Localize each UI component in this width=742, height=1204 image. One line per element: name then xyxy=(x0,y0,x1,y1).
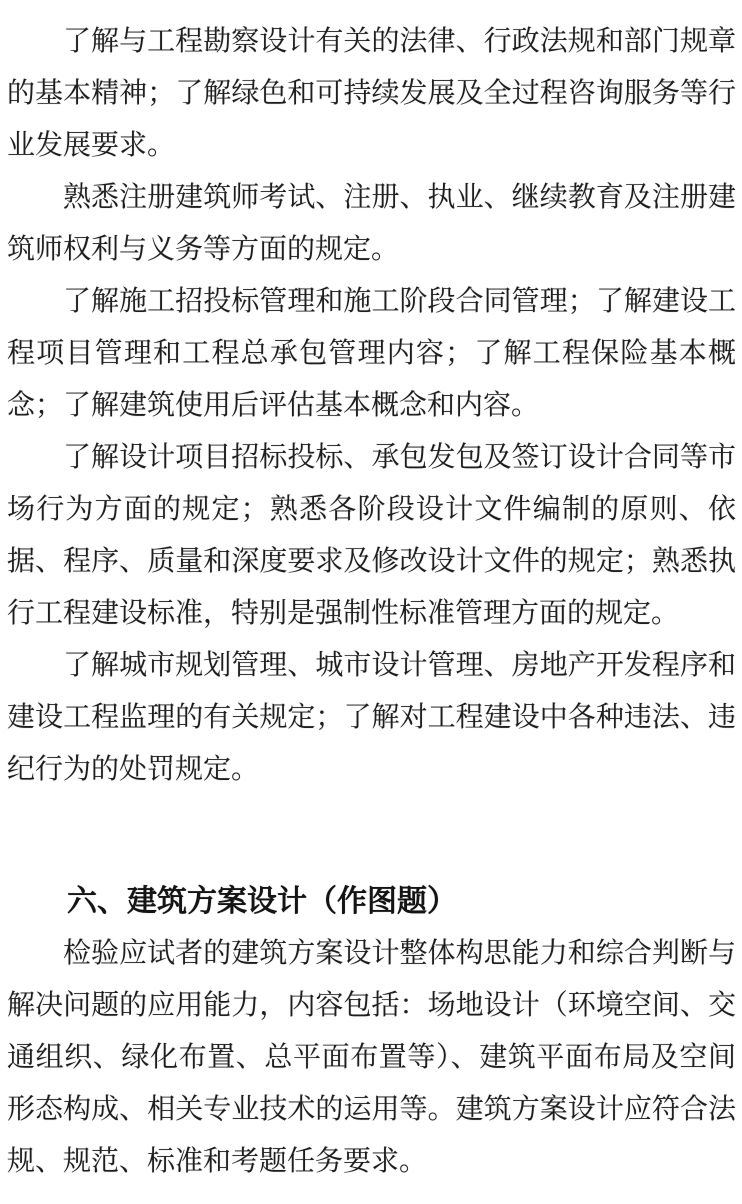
paragraph-urban-planning: 了解城市规划管理、城市设计管理、房地产开发程序和建设工程监理的有关规定；了解对工程建设中各种违法、违纪行为的处罚规定。 xyxy=(7,650,736,785)
paragraph-construction-management: 了解施工招投标管理和施工阶段合同管理；了解建设工程项目管理和工程总承包管理内容；了解工程保险基本概念；了解建筑使用后评估基本概念和内容。 xyxy=(7,286,736,421)
paragraph-scheme-design: 检验应试者的建筑方案设计整体构思能力和综合判断与解决问题的应用能力，内容包括：场地设计（环境空间、交通组织、绿化布置、总平面布置等）、建筑平面布局及空间形态构成、相关专业技术的运用等。建筑方案设计应符合法规、规范、标准和考题任务要求。 xyxy=(7,938,736,1177)
paragraph-legal-basics: 了解与工程勘察设计有关的法律、行政法规和部门规章的基本精神；了解绿色和可持续发展及全过程咨询服务等行业发展要求。 xyxy=(7,26,736,161)
paragraph-registration-rules: 熟悉注册建筑师考试、注册、执业、继续教育及注册建筑师权利与义务等方面的规定。 xyxy=(7,182,736,265)
section-heading-six: 六、建筑方案设计（作图题） xyxy=(67,885,457,918)
paragraph-design-bidding: 了解设计项目招标投标、承包发包及签订设计合同等市场行为方面的规定；熟悉各阶段设计文件编制的原则、依据、程序、质量和深度要求及修改设计文件的规定；熟悉执行工程建设标准，特别是强制性标准管理方面的规定。 xyxy=(7,442,736,629)
